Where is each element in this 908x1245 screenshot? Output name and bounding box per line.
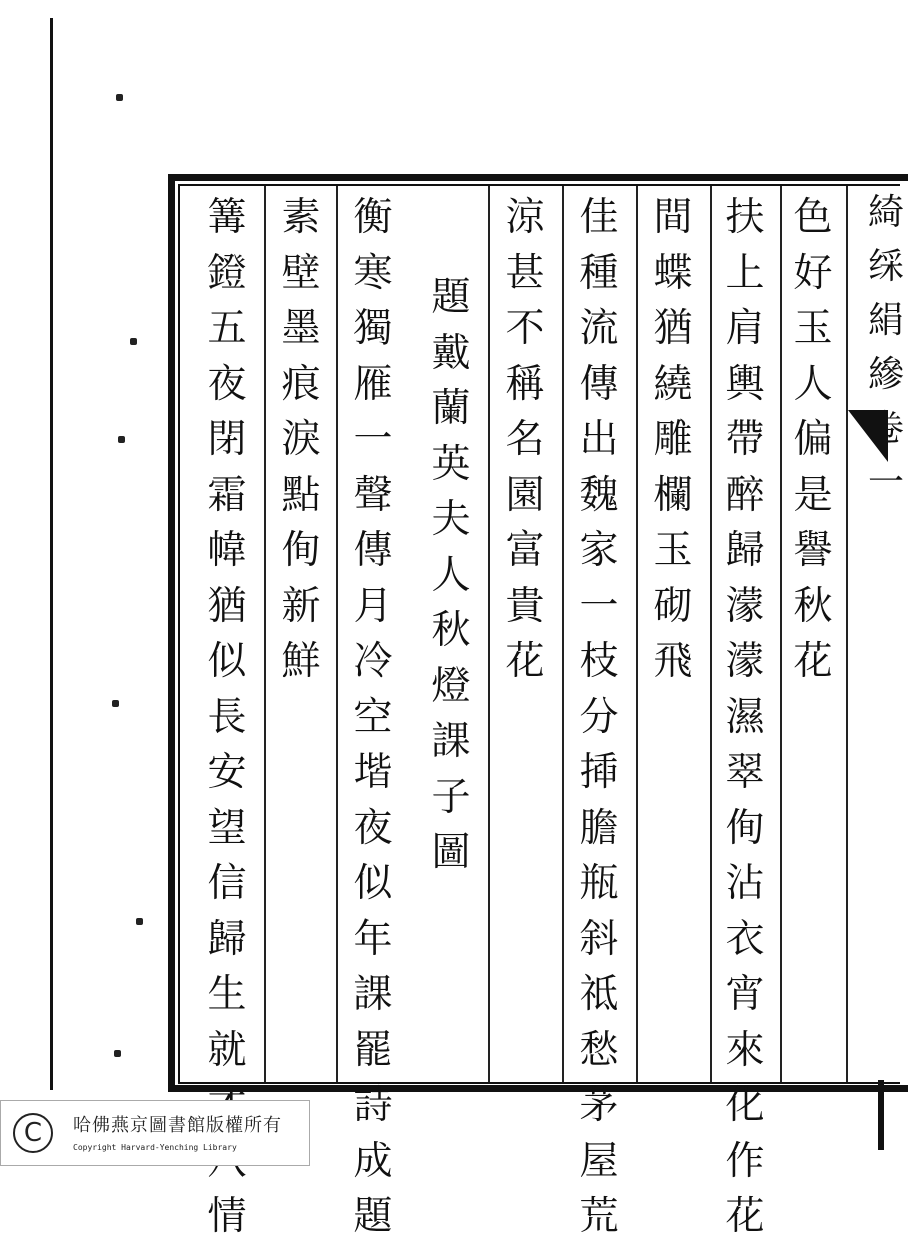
glyph: 花 [793, 639, 833, 684]
glyph: 欄 [653, 472, 693, 518]
glyph: 罷 [353, 1027, 393, 1073]
glyph: 歸 [207, 916, 247, 962]
glyph: 沾 [725, 861, 765, 906]
glyph: 年 [353, 916, 393, 962]
glyph: 傳 [353, 528, 393, 573]
glyph: 一 [353, 417, 393, 462]
glyph: 人 [431, 552, 471, 598]
text-column-9 [204, 190, 250, 1245]
glyph: 猶 [653, 306, 693, 351]
glyph: 來 [725, 1027, 765, 1073]
glyph: 作 [725, 1138, 765, 1184]
glyph: 愁 [579, 1027, 619, 1073]
glyph: 信 [207, 861, 247, 906]
glyph: 膽 [579, 805, 619, 851]
column-divider [780, 186, 782, 1082]
fish-tail-mark [848, 410, 888, 462]
glyph: 鮮 [281, 639, 321, 684]
glyph: 甚 [505, 250, 545, 296]
glyph: 英 [431, 441, 471, 487]
glyph: 間 [653, 195, 693, 240]
glyph: 篝 [207, 195, 247, 240]
glyph: 點 [281, 472, 321, 518]
glyph: 色 [793, 195, 833, 240]
glyph: 玉 [793, 306, 833, 351]
glyph: 情 [207, 1194, 247, 1239]
glyph: 課 [431, 719, 471, 764]
glyph: 名 [505, 417, 545, 462]
text-column-2 [722, 190, 768, 1245]
text-column-3 [650, 190, 696, 690]
glyph: 侚 [725, 805, 765, 851]
glyph: 園 [505, 472, 545, 518]
glyph: 魏 [579, 472, 619, 518]
glyph: 一 [579, 583, 619, 629]
glyph: 題 [353, 1194, 393, 1239]
glyph: 荒 [579, 1194, 619, 1239]
text-column-4 [576, 190, 622, 1245]
glyph: 屋 [579, 1138, 619, 1184]
glyph: 痕 [281, 361, 321, 407]
glyph: 分 [579, 694, 619, 740]
glyph: 人 [793, 361, 833, 407]
glyph: 長 [207, 694, 247, 740]
glyph: 蝶 [653, 250, 693, 296]
copyright-english: Copyright Harvard-Yenching Library [73, 1143, 237, 1152]
glyph: 侚 [281, 528, 321, 573]
glyph: 似 [207, 639, 247, 684]
column-divider [710, 186, 712, 1082]
glyph: 望 [207, 805, 247, 851]
glyph: 雁 [353, 361, 393, 407]
glyph: 夜 [353, 805, 393, 851]
glyph: 課 [353, 972, 393, 1017]
glyph: 淚 [281, 417, 321, 462]
glyph: 富 [505, 528, 545, 573]
glyph: 夫 [431, 497, 471, 542]
page-edge-mark [878, 1080, 884, 1150]
column-divider [336, 186, 338, 1082]
glyph: 霜 [207, 472, 247, 518]
glyph: 鐙 [207, 250, 247, 296]
glyph: 貴 [505, 583, 545, 629]
glyph: 瓶 [579, 861, 619, 906]
glyph: 幃 [207, 528, 247, 573]
glyph: 新 [281, 583, 321, 629]
glyph: 生 [207, 972, 247, 1017]
column-divider [562, 186, 564, 1082]
glyph: 素 [281, 195, 321, 240]
scan-speck [116, 94, 123, 101]
column-divider [636, 186, 638, 1082]
glyph: 秋 [431, 608, 471, 653]
glyph: 醉 [725, 472, 765, 518]
glyph: 空 [353, 694, 393, 740]
scan-speck [112, 700, 119, 707]
text-column-5 [502, 190, 548, 690]
glyph: 卷 [868, 408, 905, 449]
text-column-7 [350, 190, 396, 1245]
glyph: 衡 [353, 195, 393, 240]
glyph: 翠 [725, 750, 765, 795]
glyph: 出 [579, 417, 619, 462]
glyph: 濕 [725, 694, 765, 740]
glyph: 壁 [281, 250, 321, 296]
glyph: 種 [579, 250, 619, 296]
glyph: 一 [868, 462, 905, 503]
glyph: 安 [207, 750, 247, 795]
glyph: 化 [725, 1083, 765, 1128]
glyph: 花 [725, 1194, 765, 1239]
glyph: 題 [431, 275, 471, 320]
glyph: 傳 [579, 361, 619, 407]
glyph: 成 [353, 1138, 393, 1184]
column-divider [264, 186, 266, 1082]
glyph: 帶 [725, 417, 765, 462]
glyph: 戴 [431, 330, 471, 376]
copyright-icon: C [13, 1113, 53, 1153]
glyph: 冷 [353, 639, 393, 684]
scan-speck [130, 338, 137, 345]
glyph: 譽 [793, 528, 833, 573]
glyph: 縿 [868, 354, 905, 395]
glyph: 就 [207, 1027, 247, 1073]
glyph: 夜 [207, 361, 247, 407]
scan-speck [136, 918, 143, 925]
glyph: 砌 [653, 583, 693, 629]
glyph: 偏 [793, 417, 833, 462]
glyph: 五 [207, 306, 247, 351]
glyph: 濛 [725, 639, 765, 684]
column-divider [488, 186, 490, 1082]
glyph: 花 [505, 639, 545, 684]
glyph: 衣 [725, 916, 765, 962]
text-column-1 [790, 190, 836, 690]
copyright-notice [0, 1100, 310, 1166]
glyph: 聲 [353, 472, 393, 518]
copyright-chinese: 哈佛燕京圖書館版權所有 [73, 1115, 282, 1136]
glyph: 子 [431, 774, 471, 820]
glyph: 佳 [579, 195, 619, 240]
glyph: 堦 [353, 750, 393, 795]
glyph: 家 [579, 528, 619, 573]
text-column-8 [278, 190, 324, 690]
glyph: 上 [725, 250, 765, 296]
glyph: 肩 [725, 306, 765, 351]
glyph: 斜 [579, 916, 619, 962]
glyph: 茅 [579, 1083, 619, 1128]
glyph: 宵 [725, 972, 765, 1017]
glyph: 是 [793, 472, 833, 518]
glyph: 揷 [579, 750, 619, 795]
glyph: 祗 [579, 972, 619, 1017]
glyph: 獨 [353, 306, 393, 351]
glyph: 猶 [207, 583, 247, 629]
glyph: 閉 [207, 417, 247, 462]
glyph: 燈 [431, 663, 471, 709]
glyph: 濛 [725, 583, 765, 629]
glyph: 圖 [431, 830, 471, 875]
glyph: 䌽 [868, 246, 905, 287]
glyph: 扶 [725, 195, 765, 240]
glyph: 秋 [793, 583, 833, 629]
left-margin-rule [50, 18, 53, 1090]
glyph: 不 [505, 306, 545, 351]
glyph: 飛 [653, 639, 693, 684]
glyph: 墨 [281, 306, 321, 351]
glyph: 蘭 [431, 386, 471, 431]
glyph: 月 [353, 583, 393, 629]
glyph: 涼 [505, 195, 545, 240]
glyph: 詩 [353, 1083, 393, 1128]
glyph: 綺 [868, 192, 905, 233]
glyph: 輿 [725, 361, 765, 407]
glyph: 流 [579, 306, 619, 351]
glyph: 絹 [868, 300, 905, 341]
glyph: 枝 [579, 639, 619, 684]
scan-speck [114, 1050, 121, 1057]
column-divider [846, 186, 848, 1082]
glyph: 稱 [505, 361, 545, 407]
glyph: 玉 [653, 528, 693, 573]
glyph: 雕 [653, 417, 693, 462]
glyph: 歸 [725, 528, 765, 573]
glyph: 繞 [653, 361, 693, 407]
poem-title-column [428, 270, 474, 881]
glyph: 似 [353, 861, 393, 906]
scan-speck [118, 436, 125, 443]
glyph: 寒 [353, 250, 393, 296]
glyph: 好 [793, 250, 833, 296]
